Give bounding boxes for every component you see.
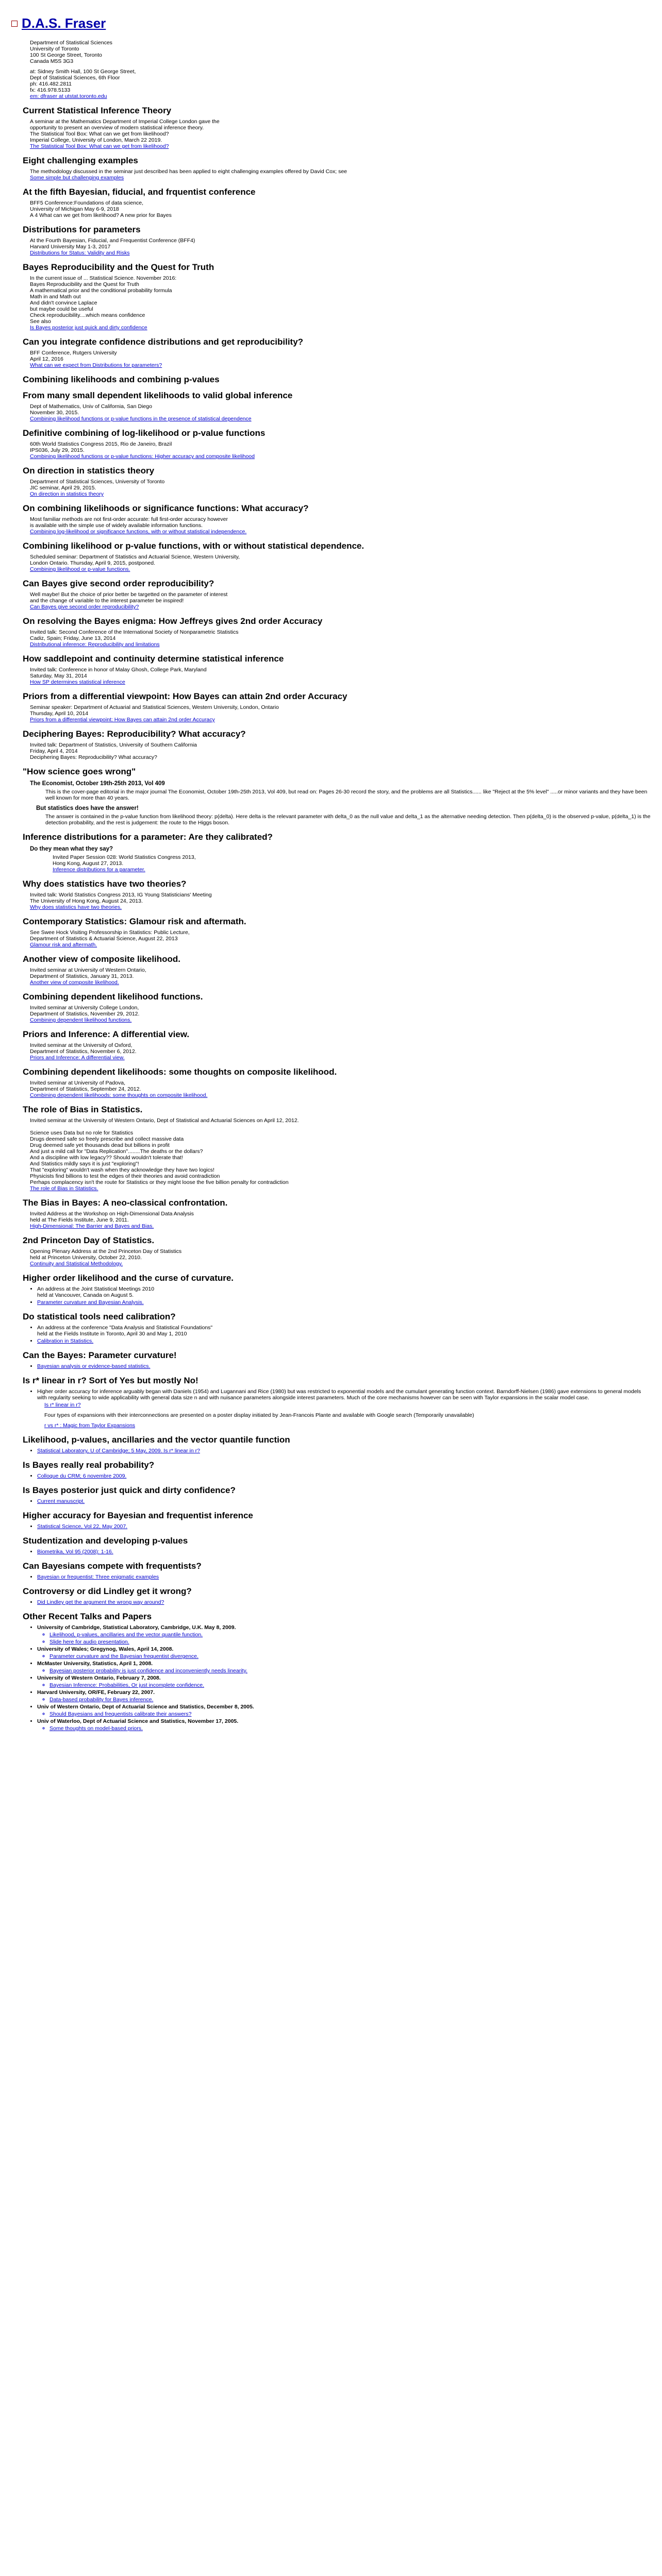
section-line: Deciphering Bayes: Reproducibility? What accuracy? [30,754,157,760]
list-item[interactable] [37,1473,651,1479]
section-title: Another view of composite likelihood. [23,954,181,964]
section-title: At the fifth Bayesian, fiducial, and frquentist conference [23,187,256,197]
section-line: Invited seminar at the University of Western Ontario, Dept of Statistical and Actuarial Sciences on April 12, 2012. [30,1117,299,1124]
section-line: Scheduled seminar: Department of Statistics and Actuarial Science, Western University, [30,554,240,560]
talks-list-4 [11,1435,651,1605]
section-title: Bayes Reproducibility and the Quest for Truth [23,262,214,272]
section-link[interactable]: High-Dimensional: The Barrier and Bayes and Bias. [30,1223,154,1229]
section-line: And just a mild call for "Data Replication"........The deaths or the dollars? [30,1148,203,1155]
section-line: Perhaps complacency isn't the route for Statistics or they might loose the five billion penalty for contradiction [30,1179,289,1185]
section-title: On combining likelihoods or significance functions: What accuracy? [23,503,309,513]
section-link[interactable]: Statistical Laboratory, U of Cambridge; 5 May, 2009. Is r* linear in r? [37,1448,200,1454]
section-title: Deciphering Bayes: Reproducibility? What accuracy? [23,729,246,739]
bullet-list [37,1388,651,1401]
section-line: Department of Statistics, January 31, 2013. [30,973,134,979]
sub-list [37,1697,651,1703]
section-line: Drug deemed safe yet thousands dead but billions in profit [30,1142,170,1148]
section-line: and the change of variable to the interest parameter be inspired! [30,598,184,604]
section-line: Department of Statistics, September 24, 2012. [30,1086,141,1092]
address-line: University of Toronto [30,46,79,52]
list-item[interactable]: • Calibration in Statistics. [37,1338,651,1344]
bullet-list [37,1363,651,1369]
section-line: Bayes Reproducibility and the Quest for Truth [30,281,139,287]
section-link[interactable]: Current manuscript. [37,1498,85,1504]
recent-venue: Harvard University, OR/FE, February 22, 2007. [37,1689,155,1696]
section-link[interactable]: Combining log-likelihood or significance functions, with or without statistical independence. [30,529,247,535]
recent-venue: University of Wales; Gregynog, Wales, April 14, 2008. [37,1646,174,1652]
section-line: Invited Paper Session 028: World Statistics Congress 2013, [53,854,196,860]
section-title: Can you integrate confidence distributions and get reproducibility? [23,337,304,347]
section-line: Friday, April 4, 2014 [30,748,78,754]
sub-list [37,1725,651,1732]
phone-line: ph: 416.482.2811 [30,81,72,87]
section-title: Can Bayesians compete with frequentists? [23,1561,202,1571]
section-title: Higher accuracy for Bayesian and frequentist inference [23,1511,253,1520]
recent-venue: Univ of Waterloo, Dept of Actuarial Science and Statistics, November 17, 2005. [37,1718,239,1724]
list-item[interactable]: • Parameter curvature and Bayesian Analysis. [37,1299,651,1306]
section-title: Can the Bayes: Parameter curvature! [23,1350,177,1360]
section-line: Math in and Math out [30,294,81,300]
section-line: Well maybe! But the choice of prior better be targetted on the parameter of interest [30,591,228,598]
section-line: Hong Kong, August 27, 2013. [53,860,124,867]
section-link[interactable]: Biometrika, Vol 95 (2008): 1-16. [37,1549,113,1555]
section-title: "How science goes wrong" [23,767,136,776]
address-line: 100 St George Street, Toronto [30,52,102,58]
section-link[interactable]: Bayesian or frequentist: Three enigmatic examples [37,1574,159,1580]
section-line: And Statistics mildly says it is just "exploring"! [30,1161,139,1167]
section-line: Invited talk: Conference in honor of Malay Ghosh, College Park, Maryland [30,667,207,673]
list-item [37,1624,651,1645]
section-title: Controversy or did Lindley get it wrong? [23,1586,192,1596]
list-item: • An address at the conference "Data Analysis and Statistical Foundations" held at the Fields Institute in Toronto, April 30 and May 1, 2010 [37,1325,651,1337]
section-line: A seminar at the Mathematics Department of Imperial College London gave the [30,118,220,125]
section-title: Eight challenging examples [23,156,138,165]
section-link[interactable]: Combining likelihood or p-value functions. [30,566,130,572]
section-line: Imperial College, University of London, March 22 2019. [30,137,162,143]
section-line: held at Princeton University, October 22, 2010. [30,1255,142,1261]
section-link[interactable]: Combining dependent likelihoods: some thoughts on composite likelihood. [30,1092,208,1098]
section-line: Invited seminar at University of Western Ontario, [30,967,146,973]
section-line: Physicists find billions to test the edges of their theories and avoid contradiction [30,1173,220,1179]
list-item: • Higher order accuracy for inference arguably began with Daniels (1954) and Lugannani and Rice (1980) but was restricted to exponential models and the cumulant generating function context. Barndorff-Nielsen (1986) gave extensions to general models with regularity seeking to wide applicability with general data size n and with nuisance parameters alongside interest parameters. Much of the core mechanisms however can be seen with Taylor expansions in the scalar model case. [37,1388,651,1401]
recent-venue: University of Cambridge, Statistical Laboratory, Cambridge, U.K. May 8, 2009. [37,1624,236,1631]
bullet-list [37,1286,651,1306]
recent-link[interactable]: ◦ Likelihood, p-values, ancillaries and the vector quantile function. [49,1632,651,1638]
section-title: Contemporary Statistics: Glamour risk and aftermath. [23,917,246,926]
list-item [37,1646,651,1659]
section-link[interactable]: The role of Bias in Statistics. [30,1185,98,1192]
section-line: Most familiar methods are not first-order accurate: full first-order accuracy however [30,516,228,522]
section-link[interactable]: Why does statistics have two theories. [30,904,122,910]
list-item[interactable] [37,1599,651,1605]
bullet-list [37,1325,651,1344]
section-line: Check reproducibility....which means confidence [30,312,145,318]
section-line: Invited talk: World Statistics Congress 2013, IG Young Statisticians' Meeting [30,892,212,898]
section-line [30,1124,651,1130]
section-line: Invited talk: Second Conference of the International Society of Nonparametric Statistics [30,629,239,635]
section-title: Priors and Inference: A differential view. [23,1029,190,1039]
section-title: Priors from a differential viewpoint: How Bayes can attain 2nd order Accuracy [23,691,347,701]
section-line: Department of Statistical Sciences, University of Toronto [30,479,165,485]
talks-list-3 [11,1198,651,1267]
section-title: 2nd Princeton Day of Statistics. [23,1235,155,1245]
section-line: Department of Statistics, November 29, 2012. [30,1011,140,1017]
section-line: The Statistical Tool Box: What can we get from likelihood? [30,131,169,137]
section-subtitle: The Economist, October 19th-25th 2013, Vol 409 [30,781,165,787]
section-line: University of Michigan May 6-9, 2018 [30,206,119,212]
section-link[interactable]: Continuity and Statistical Methodology. [30,1261,123,1267]
section-title: Combining likelihood or p-value functions, with or without statistical dependence. [23,541,365,551]
bias-lines [11,1117,651,1185]
section-link[interactable]: Distributional inference: Reproducibility and limitations [30,641,160,648]
section-title: Combining likelihoods and combining p-values [23,375,220,384]
section-link[interactable]: Some simple but challenging examples [30,175,124,181]
recent-link[interactable]: ◦ Should Bayesians and frequentists calibrate their answers? [49,1711,651,1717]
section-link[interactable]: How SP determines statistical inference [30,679,125,685]
section-line: In the current issue of ... Statistical Science. November 2016: [30,275,177,281]
section-line: Dept of Mathematics, Univ of California, San Diego [30,403,152,410]
section-line: At the Fourth Bayesian, Fiducial, and Frequentist Conference (BFF4) [30,238,195,244]
bullet-list [37,1473,651,1479]
section-link[interactable]: Distributions for Status: Validity and Risks [30,250,130,256]
section-line: A mathematical prior and the conditional probability formula [30,287,172,294]
section-line: Harvard University May 1-3, 2017 [30,244,111,250]
talks-list-2 [11,832,651,1098]
section-title: On direction in statistics theory [23,466,155,476]
section-line: London Ontario. Thursday, April 9, 2015, postponed. [30,560,156,566]
section-link[interactable]: On direction in statistics theory [30,491,104,497]
section-link[interactable]: What can we expect from Distributions for parameters? [30,362,162,368]
bullet-list [37,1498,651,1504]
section-link[interactable]: r vs r* : Magic from Taylor Expansions [44,1422,136,1429]
section-line: April 12, 2016 [30,356,63,362]
section-title: Is Bayes posterior just quick and dirty confidence? [23,1485,236,1495]
section-line: That "exploring" wouldn't wash when they acknowledge they have two logics! [30,1167,214,1173]
author-name-link[interactable]: D.A.S. Fraser [22,15,106,31]
section-paragraph: The answer is contained in the p-value function from likelihood theory: p(delta). Here delta is the relevant parameter with delta_0 as the null value and delta_1 as the alternative needing detection. Then p(delta_0) is the observed p-value, p(delta_1) is the detection probability, and the rest is judgement: the route to the Higgs boson. [45,814,651,826]
section-line: A 4 What can we get from likelihood? A new prior for Bayes [30,212,172,218]
bullet-list [37,1574,651,1580]
section-title: Why does statistics have two theories? [23,879,187,889]
section-line: but maybe could be useful [30,306,93,312]
section-link[interactable]: The Statistical Tool Box: What can we get from likelihood? [30,143,169,149]
section-link[interactable]: Glamour risk and aftermath. [30,942,97,948]
list-item: • An address at the Joint Statistical Meetings 2010 held at Vancouver, Canada on August 5. [37,1286,651,1298]
address-line: at: Sidney Smith Hall, 100 St George Street, [30,69,136,75]
sub-list [37,1668,651,1674]
section-link[interactable]: Priors and Inference: A differential view. [30,1055,125,1061]
section-line: See Swee Hock Visiting Professorship in Statistics: Public Lecture, [30,929,190,936]
section-line: Invited seminar at University of Padova, [30,1080,126,1086]
email-link[interactable]: em: dfraser at utstat.toronto.edu [30,93,107,99]
section-line: 60th World Statistics Congress 2015, Rio de Janeiro, Brazil [30,441,172,447]
section-title: Higher order likelihood and the curse of curvature. [23,1273,234,1283]
section-title: Definitive combining of log-likelihood or p-value functions [23,428,266,438]
section-line: JIC seminar, April 29, 2015. [30,485,96,491]
section-line: held at The Fields Institute, June 9, 2011. [30,1217,129,1223]
sub-list [37,1632,651,1645]
list-item [37,1718,651,1732]
section-line: Drugs deemed safe so freely prescribe and collect massive data [30,1136,184,1142]
recent-list [37,1624,651,1732]
list-item [37,1675,651,1688]
section-title: Other Recent Talks and Papers [23,1612,152,1621]
address-block [11,40,651,99]
section-title: Studentization and developing p-values [23,1536,188,1546]
fax-line: fx: 416.978.5133 [30,87,71,93]
section-title: Combining dependent likelihood functions. [23,992,203,1002]
recent-link[interactable]: ◦ Slide here for audio presentation. [49,1639,651,1645]
section-line: Invited seminar at University College London, [30,1005,139,1011]
section-link[interactable]: Did Lindley get the argument the wrong way around? [37,1599,164,1605]
section-line: IPS036, July 29, 2015. [30,447,85,453]
section-title: Combining dependent likelihoods: some thoughts on composite likelihood. [23,1067,337,1077]
list-item[interactable]: • Bayesian analysis or evidence-based statistics. [37,1363,651,1369]
section-line: Invited Address at the Workshop on High-Dimensional Data Analysis [30,1211,194,1217]
section-line: See also [30,318,51,325]
address-line: Canada M5S 3G3 [30,58,74,64]
section-line: opportunity to present an overview of modern statistical inference theory. [30,125,204,131]
section-title: The role of Bias in Statistics. [23,1105,143,1114]
section-question: But statistics does have the answer! [36,805,139,811]
section-title: Likelihood, p-values, ancillaries and the vector quantile function [23,1435,290,1445]
recent-link[interactable]: ◦ Bayesian Inference: Probabilities, Or just incomplete confidence. [49,1682,651,1688]
bullet-list [37,1599,651,1605]
section-link[interactable]: Priors from a differential viewpoint: How Bayes can attain 2nd order Accuracy [30,717,215,723]
talks-list [11,106,651,760]
section-paragraph: Four types of expansions with their interconnections are presented on a poster display initiated by Jean-Francois Plante and available with Google search (Temporarily unavailable) [44,1412,474,1418]
recent-link[interactable]: ◦ Bayesian posterior probability is just confidence and inconveniently needs linearity. [49,1668,651,1674]
section-line: Department of Statistics, November 6, 2012. [30,1048,137,1055]
section-line: The methodology discussed in the seminar just described has been applied to eight challenging examples offered by David Cox; see [30,168,347,175]
section-link[interactable]: Colloque du CRM; 6 novembre 2009. [37,1473,127,1479]
section-title: Is r* linear in r? Sort of Yes but mostly No! [23,1376,198,1385]
list-item[interactable] [37,1523,651,1530]
section-line: Department of Statistics & Actuarial Science, August 22, 2013 [30,936,178,942]
section-line: And a discipline with low legacy?? Should wouldn't tolerate that! [30,1155,183,1161]
section-question: Do they mean what they say? [30,846,113,852]
section-paragraph: This is the cover-page editorial in the major journal The Economist, October 19th-25th 2013, Vol 409, but read on: Pages 26-30 record the story, and the problems are all Statistics...... like "Reject at the 5% level" .....or minor variants and they have been well known for more than 40 years. [45,789,648,801]
section-title: Current Statistical Inference Theory [23,106,172,115]
sub-list [37,1653,651,1659]
address-line: Department of Statistical Sciences [30,40,112,46]
section-title: Can Bayes give second order reproducibility? [23,579,214,588]
section-title: On resolving the Bayes enigma: How Jeffreys gives 2nd order Accuracy [23,616,323,626]
list-item [37,1660,651,1674]
sub-list [37,1682,651,1688]
section-link[interactable]: Combining likelihood functions or p-value functions: Higher accuracy and composite likelihood [30,453,255,460]
list-item [37,1689,651,1703]
section-line: Opening Plenary Address at the 2nd Princeton Day of Statistics [30,1248,182,1255]
section-line: Science uses Data but no role for Statistics [30,1130,134,1136]
section-title: How saddlepoint and continuity determine statistical inference [23,654,284,664]
recent-venue: University of Western Ontario, February 7, 2008. [37,1675,161,1681]
section-title: Inference distributions for a parameter: Are they calibrated? [23,832,273,842]
section-link[interactable]: Inference distributions for a parameter. [53,867,145,873]
section-title: Distributions for parameters [23,225,141,234]
section-title: From many small dependent likelihoods to valid global inference [23,391,293,400]
recent-venue: McMaster University, Statistics, April 1, 2008. [37,1660,153,1667]
section-line: Seminar speaker: Department of Actuarial and Statistical Sciences, Western University, London, Ontario [30,704,279,710]
section-line: Saturday, May 31, 2014 [30,673,87,679]
list-item[interactable] [37,1448,651,1454]
section-line: Invited talk: Department of Statistics, University of Southern California [30,742,197,748]
recent-venue: Univ of Western Ontario, Dept of Actuarial Science and Statistics, December 8, 2005. [37,1704,254,1710]
section-link[interactable]: Statistical Science, Vol 22, May 2007. [37,1523,128,1530]
section-link[interactable]: Another view of composite likelihood. [30,979,119,986]
section-line: Cadiz, Spain; Friday, June 13, 2014 [30,635,116,641]
section-title: Do statistical tools need calibration? [23,1312,176,1321]
section-link[interactable]: Is r* linear in r? [44,1402,81,1408]
section-link[interactable]: Combining dependent likelihood functions. [30,1017,132,1023]
section-line: Invited seminar at the University of Oxford, [30,1042,133,1048]
section-line: BFF Conference, Rutgers University [30,350,117,356]
section-line: And didn't convince Laplace [30,300,97,306]
section-link[interactable]: Can Bayes give second order reproducibility? [30,604,139,610]
list-item[interactable] [37,1574,651,1580]
section-link[interactable]: Is Bayes posterior just quick and dirty confidence [30,325,147,331]
section-title: Is Bayes really real probability? [23,1460,155,1470]
logo-icon [11,21,18,27]
recent-link[interactable]: ◦ Parameter curvature and the Bayesian frequentist divergence. [49,1653,651,1659]
section-link[interactable]: Combining likelihood functions or p-value functions in the presence of statistical dependence [30,416,252,422]
list-item [37,1704,651,1717]
recent-link[interactable]: ◦ Some thoughts on model-based priors. [49,1725,651,1732]
section-line: BFF5 Conference:Foundations of data science, [30,200,144,206]
bullet-list [37,1549,651,1555]
section-line: November 30, 2015. [30,410,79,416]
list-item[interactable] [37,1549,651,1555]
section-title: The Bias in Bayes: A neo-classical confrontation. [23,1198,228,1208]
bullet-list [37,1523,651,1530]
section-line: The University of Hong Kong, August 24, 2013. [30,898,143,904]
sub-list [37,1711,651,1717]
address-line: Dept of Statistical Sciences, 6th Floor [30,75,120,81]
list-item[interactable] [37,1498,651,1504]
section-line: Thursday, April 10, 2014 [30,710,89,717]
recent-link[interactable]: ◦ Data-based probability for Bayes inference. [49,1697,651,1703]
section-line: is available with the simple use of widely available information functions. [30,522,203,529]
bullet-list [37,1448,651,1454]
header [11,9,651,35]
